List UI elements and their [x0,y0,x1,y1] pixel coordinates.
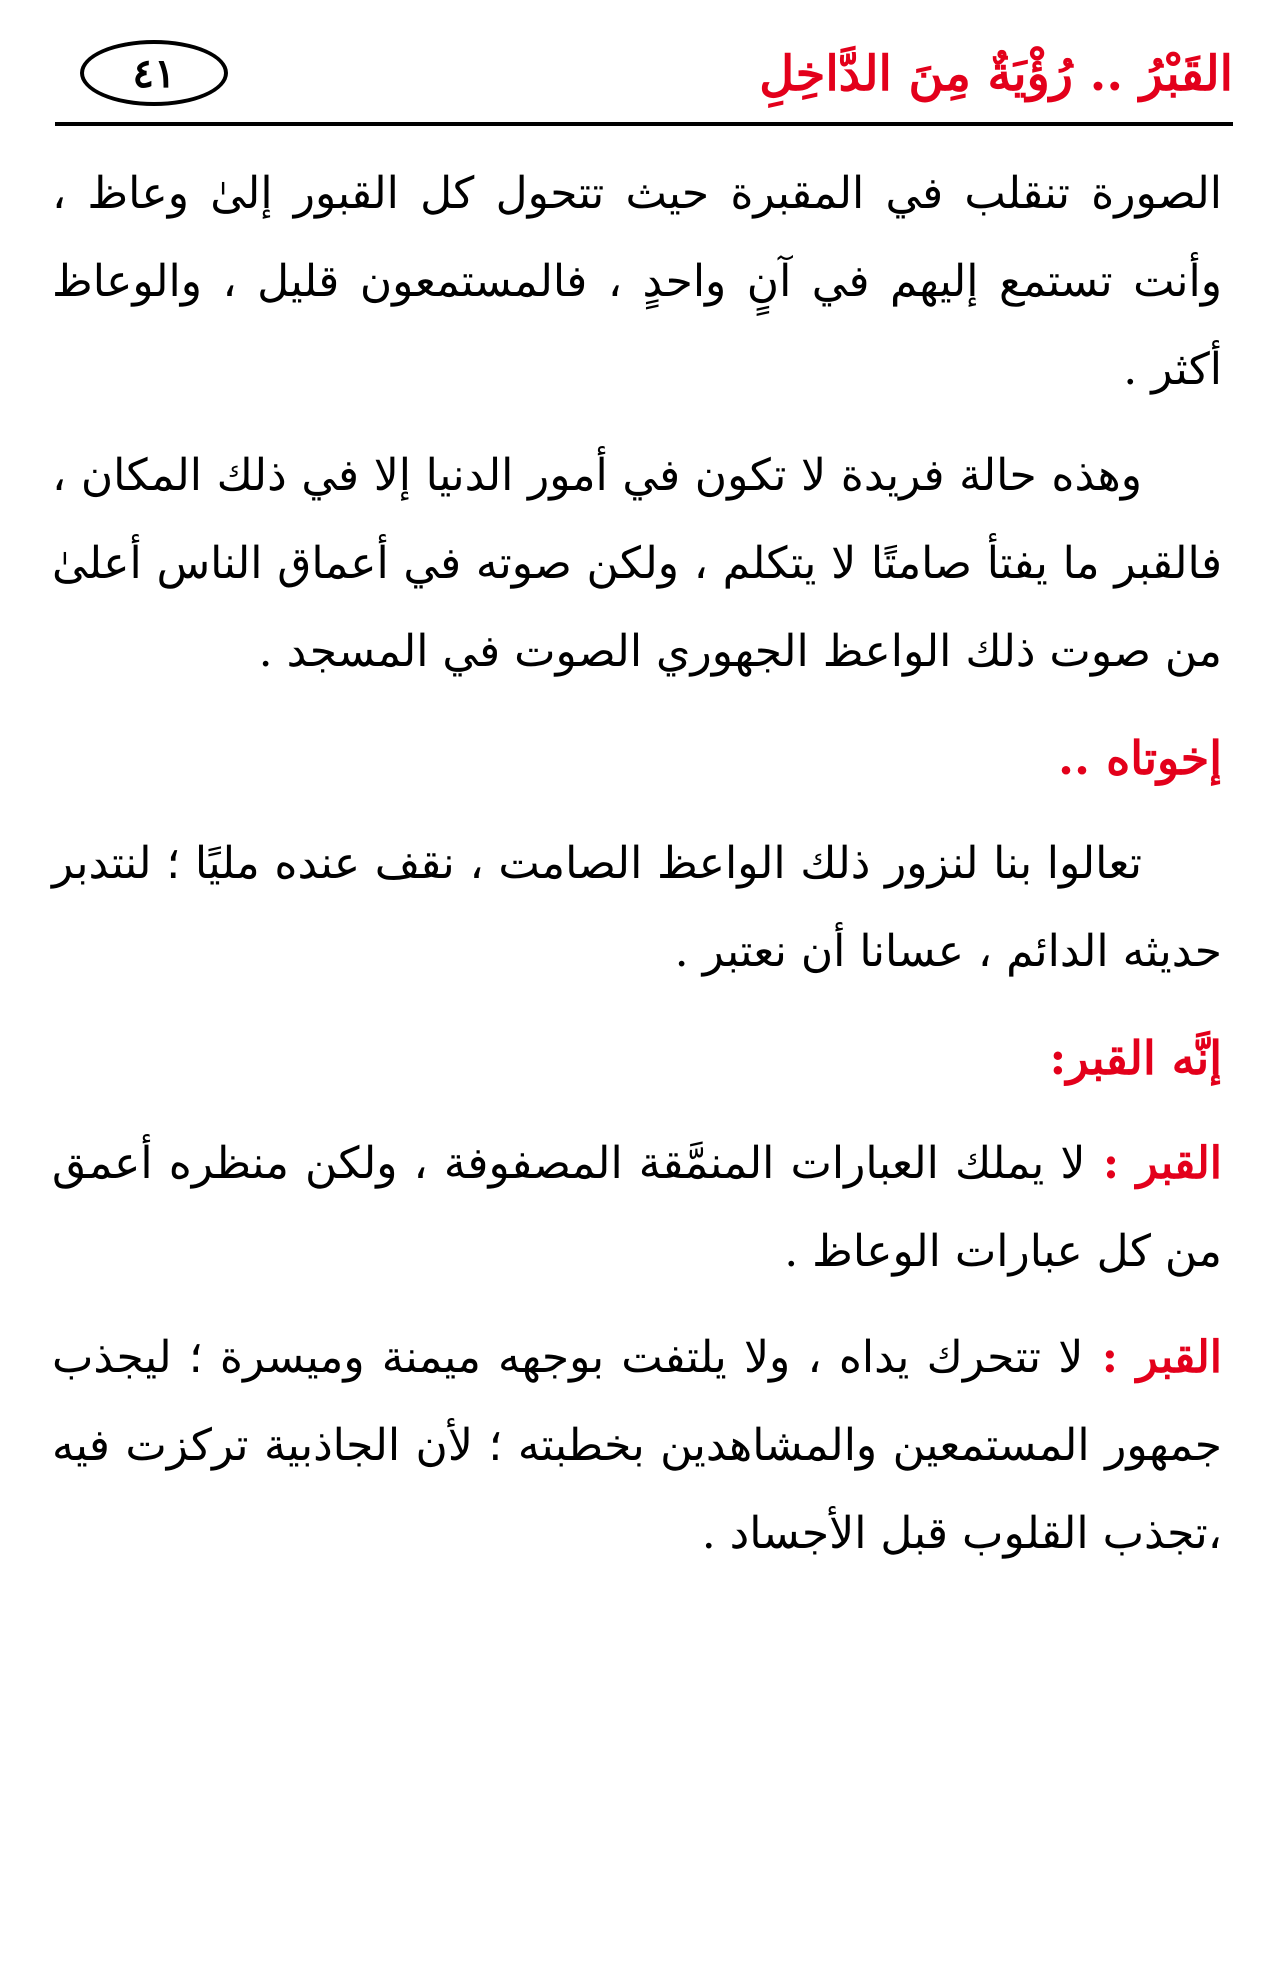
qabr-item-lead: القبر [1136,1138,1222,1189]
page-number: ٤١ [80,40,228,106]
qabr-item-text: لا تتحرك يداه ، ولا يلتفت بوجهه ميمنة وميسرة ؛ ليجذب جمهور المستمعين والمشاهدين بخطبته ؛ لأن الجاذبية تركزت فيه ،تجذب القلوب قبل الأجساد . [52,1332,1222,1559]
page-body [52,150,1222,1596]
qabr-item-lead: القبر [1136,1332,1222,1383]
page-header [55,40,1233,125]
qabr-item-text: لا يملك العبارات المنمَّقة المصفوفة ، ولكن منظره أعمق من كل عبارات الوعاظ . [52,1138,1222,1277]
qabr-item [52,1120,1222,1296]
running-title: القَبْرُ .. رُؤْيَةٌ مِنَ الدَّاخِلِ [759,46,1233,102]
paragraph: وهذه حالة فريدة لا تكون في أمور الدنيا إلا في ذلك المكان ، فالقبر ما يفتأ صامتًا لا يتكلم ، ولكن صوته في أعماق الناس أعلىٰ من صوت ذلك الواعظ الجهوري الصوت في المسجد . [52,450,1222,677]
section-heading: إخوتاه .. [1058,731,1222,785]
paragraph: الصورة تنقلب في المقبرة حيث تتحول كل القبور إلىٰ وعاظ ، وأنت تستمع إليهم في آنٍ واحدٍ ، فالمستمعون قليل ، والوعاظ أكثر . [52,168,1223,395]
header-rule [55,122,1233,126]
paragraph: تعالوا بنا لنزور ذلك الواعظ الصامت ، نقف عنده مليًا ؛ لنتدبر حديثه الدائم ، عسانا أن نعتبر . [52,838,1222,977]
qabr-item-separator: : [1083,1332,1137,1383]
section-heading: إنَّه القبر: [1049,1031,1222,1085]
qabr-item-separator: : [1085,1138,1137,1189]
qabr-item [52,1314,1222,1578]
